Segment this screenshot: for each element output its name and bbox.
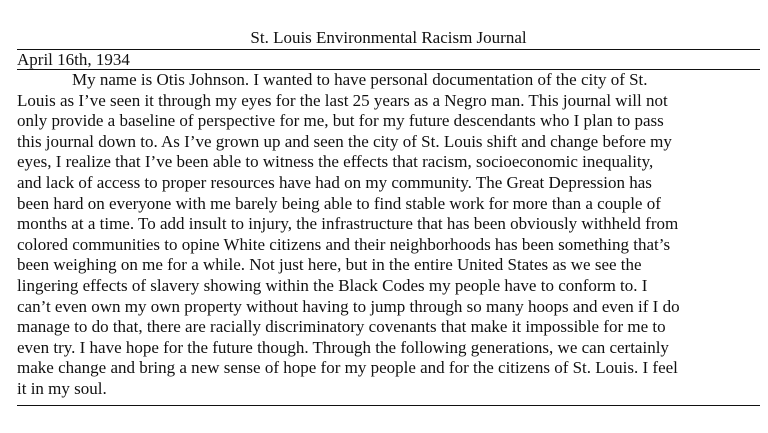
entry-line: My name is Otis Johnson. I wanted to have personal documentation of the city of St. (72, 70, 648, 89)
entry-line: and lack of access to proper resources have had on my community. The Great Depression has (17, 172, 652, 192)
entry-line: Louis as I’ve seen it through my eyes for the last 25 years as a Negro man. This journal will not (17, 90, 668, 110)
entry-line: manage to do that, there are racially discriminatory covenants that make it impossible for me to (17, 317, 666, 337)
entry-line: colored communities to opine White citizens and their neighborhoods has been something that’s (17, 234, 671, 254)
entry-line: even try. I have hope for the future though. Through the following generations, we can certainly (17, 337, 669, 357)
entry-line: months at a time. To add insult to injury, the infrastructure that has been obviously withheld from (17, 214, 679, 234)
entry-line: lingering effects of slavery showing within the Black Codes my people have to conform to. I (17, 275, 648, 295)
entry-line: been hard on everyone with me barely being able to find stable work for more than a couple of (17, 193, 661, 213)
entry-line: eyes, I realize that I’ve been able to witness the effects that racism, socioeconomic inequality, (17, 152, 654, 172)
entry-end-divider (17, 405, 760, 406)
entry-line: make change and bring a new sense of hope for my people and for the citizens of St. Louis. I feel (17, 358, 678, 378)
entry-body (17, 70, 760, 400)
entry-date: April 16th, 1934 (17, 50, 130, 69)
entry-line: it in my soul. (17, 378, 107, 398)
entry-line: this journal down to. As I’ve grown up and seen the city of St. Louis shift and change before my (17, 131, 672, 151)
entry-line: been weighing on me for a while. Not just here, but in the entire United States as we see the (17, 255, 642, 275)
journal-title: St. Louis Environmental Racism Journal (250, 28, 527, 47)
entry-line: can’t even own my own property without having to jump through so many hoops and even if I do (17, 296, 680, 316)
journal-page (17, 0, 760, 406)
entry-line: only provide a baseline of perspective for me, but for my future descendants who I plan to pass (17, 111, 664, 131)
